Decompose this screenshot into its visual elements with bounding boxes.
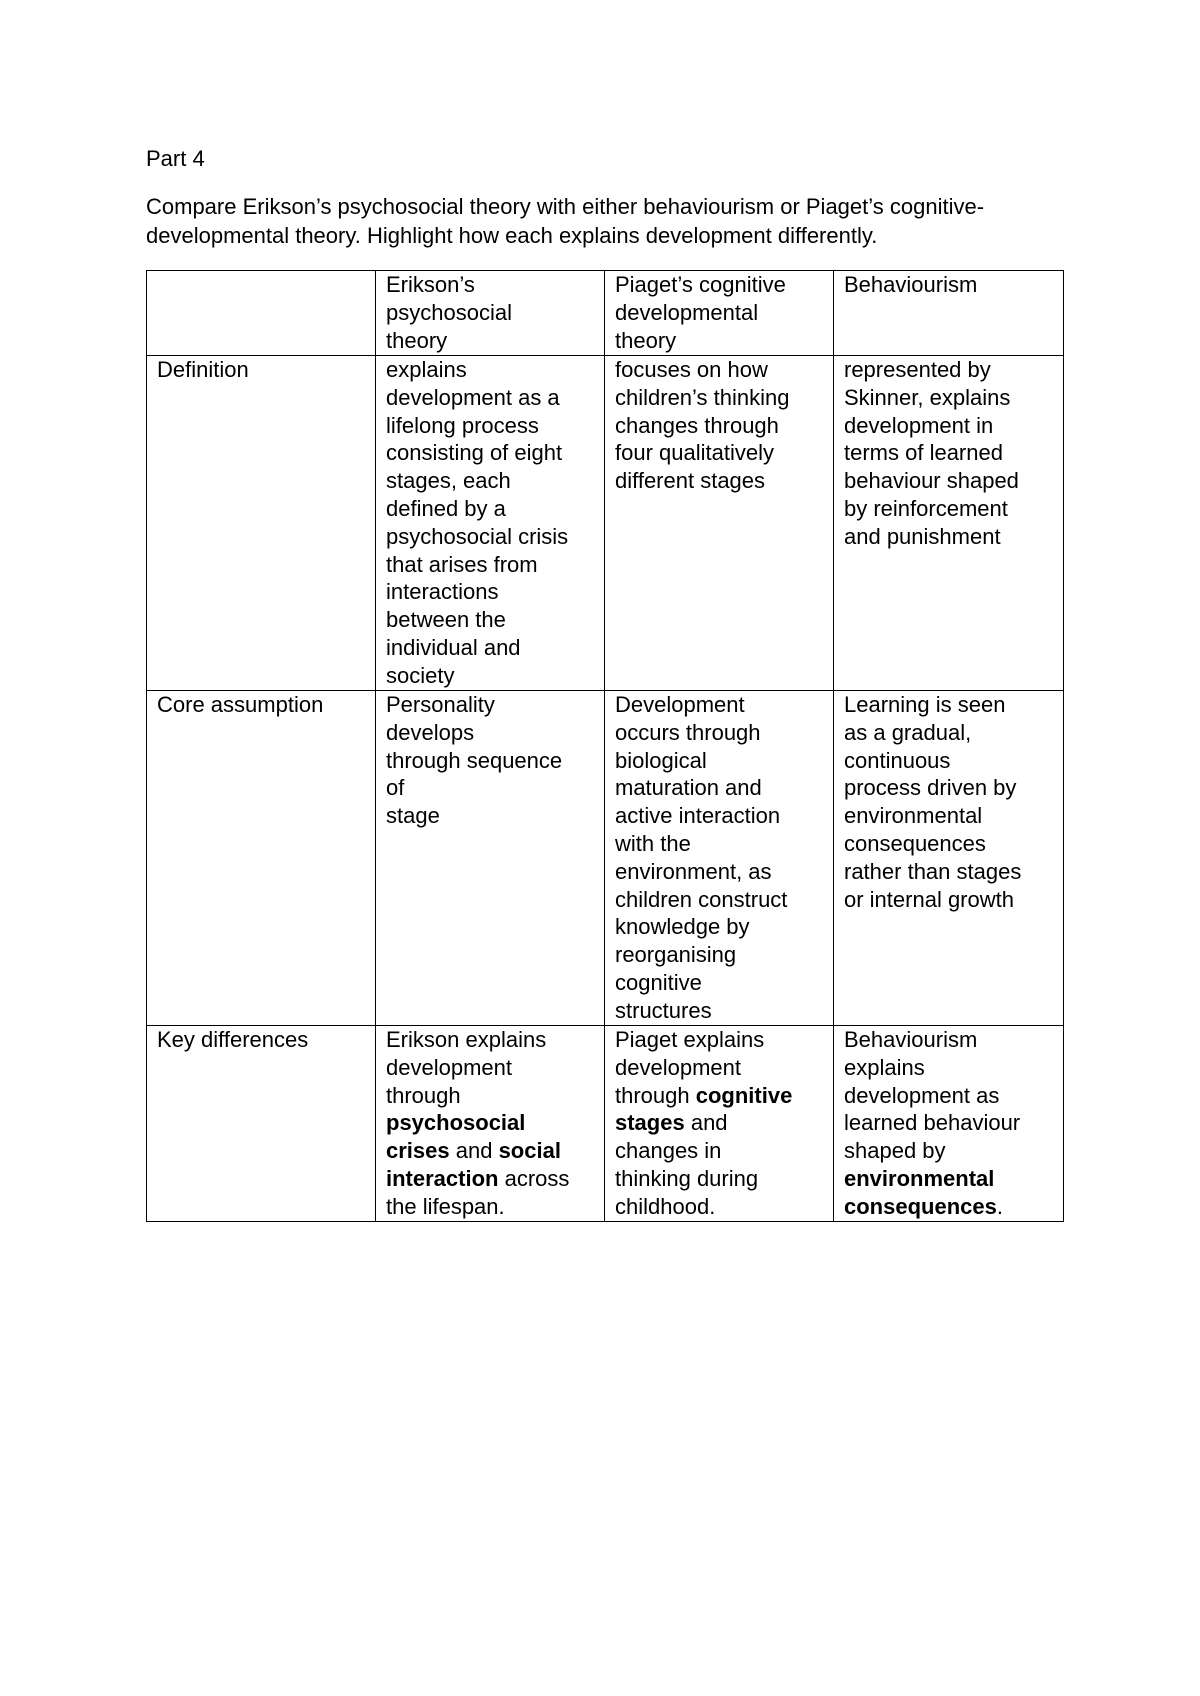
table-row-definition bbox=[147, 356, 1064, 691]
question-prompt: Compare Erikson’s psychosocial theory with either behaviourism or Piaget’s cognitive-developmental theory. Highlight how each explains development differently. bbox=[146, 194, 985, 248]
table-row-key-differences bbox=[147, 1026, 1064, 1222]
row-label-key-differences: Key differences bbox=[147, 1026, 376, 1222]
bold-term: cognitive stages bbox=[615, 1082, 793, 1136]
table-header-row bbox=[147, 271, 1064, 356]
row-label-definition: Definition bbox=[147, 356, 376, 691]
header-erikson: Erikson’s psychosocial theory bbox=[376, 271, 605, 356]
bold-term: social interaction bbox=[386, 1138, 561, 1191]
definition-piaget: focuses on how children’s thinking changes through four qualitatively different stages bbox=[605, 356, 834, 691]
table-row-core-assumption bbox=[147, 691, 1064, 1026]
header-behaviourism: Behaviourism bbox=[834, 271, 1064, 356]
definition-erikson: explains development as a lifelong process consisting of eight stages, each defined by a psychosocial crisis that arises from interactions between the individual and society bbox=[376, 356, 605, 691]
core-assumption-behaviourism: Learning is seen as a gradual, continuous process driven by environmental consequences rather than stages or internal growth bbox=[834, 691, 1064, 1026]
row-label-core-assumption: Core assumption bbox=[147, 691, 376, 1026]
key-differences-behaviourism: Behaviourism explains development as learned behaviour shaped by environmental consequences. bbox=[834, 1026, 1064, 1222]
core-assumption-erikson: Personality develops through sequence of stage bbox=[376, 691, 605, 1026]
header-piaget: Piaget’s cognitive developmental theory bbox=[605, 271, 834, 356]
key-differences-erikson: Erikson explains development through psychosocial crises and social interaction across the lifespan. bbox=[376, 1026, 605, 1222]
core-assumption-piaget: Development occurs through biological maturation and active interaction with the environment, as children construct knowledge by reorganising cognitive structures bbox=[605, 691, 834, 1026]
part-heading: Part 4 bbox=[146, 146, 205, 171]
bold-term: environmental consequences bbox=[844, 1165, 997, 1219]
header-empty-cell bbox=[147, 271, 376, 356]
definition-behaviourism: represented by Skinner, explains development in terms of learned behaviour shaped by reinforcement and punishment bbox=[834, 356, 1064, 691]
key-differences-piaget: Piaget explains development through cognitive stages and changes in thinking during childhood. bbox=[605, 1026, 834, 1222]
bold-term: psychosocial crises bbox=[386, 1110, 526, 1164]
comparison-table bbox=[146, 270, 1064, 1222]
